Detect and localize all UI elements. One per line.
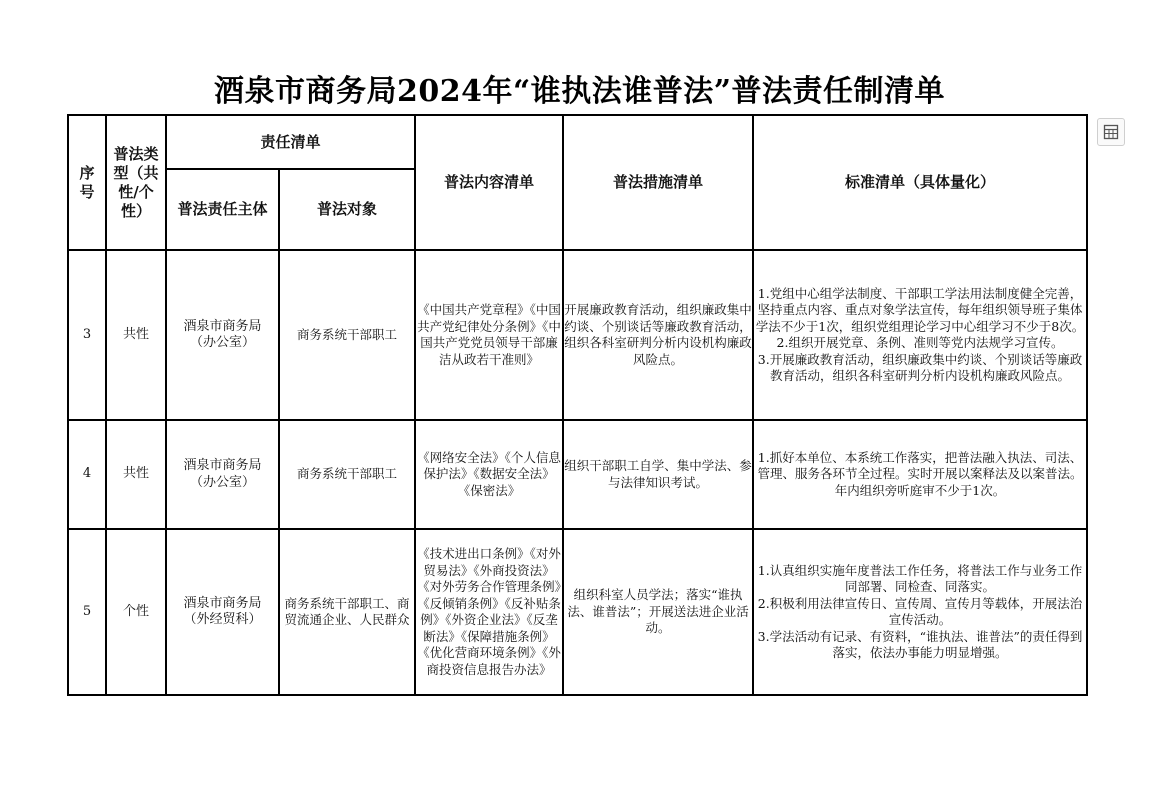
row-measures: 开展廉政教育活动，组织廉政集中约谈、个别谈话等廉政教育活动，组织各科室研判分析内设机构廉政风险点。 <box>563 250 753 420</box>
standard-item: 2.积极利用法律宣传日、宣传周、宣传月等载体，开展法治宣传活动。 <box>757 595 1083 627</box>
standard-item: 1.认真组织实施年度普法工作任务，将普法工作与业务工作同部署、同检查、同落实。 <box>757 562 1083 594</box>
standard-item: 3.学法活动有记录、有资料，“谁执法、谁普法”的责任得到落实，依法办事能力明显增强。 <box>757 628 1083 660</box>
standard-item: 3.开展廉政教育活动，组织廉政集中约谈、个别谈话等廉政教育活动，组织各科室研判分析内设机构廉政风险点。 <box>757 351 1083 383</box>
row-standard <box>753 250 1087 420</box>
table-row <box>68 529 1087 695</box>
row-subject: 酒泉市商务局（办公室） <box>166 420 279 529</box>
table-view-icon[interactable] <box>1097 118 1125 146</box>
table-row <box>68 250 1087 420</box>
header-target: 普法对象 <box>279 169 415 250</box>
row-content: 《网络安全法》《个人信息保护法》《数据安全法》《保密法》 <box>415 420 563 529</box>
header-standard: 标准清单（具体量化） <box>753 115 1087 250</box>
row-measures: 组织干部职工自学、集中学法、参与法律知识考试。 <box>563 420 753 529</box>
header-responsibility: 责任清单 <box>166 115 415 169</box>
row-standard <box>753 420 1087 529</box>
row-seq: 4 <box>68 420 106 529</box>
row-subject: 酒泉市商务局（办公室） <box>166 250 279 420</box>
row-type: 共性 <box>106 250 166 420</box>
document-title: 酒泉市商务局2024年“谁执法谁普法”普法责任制清单 <box>213 74 945 109</box>
header-content: 普法内容清单 <box>415 115 563 250</box>
header-type: 普法类型（共性/个性） <box>106 115 166 250</box>
row-subject: 酒泉市商务局（外经贸科） <box>166 529 279 695</box>
row-target: 商务系统干部职工、商贸流通企业、人民群众 <box>279 529 415 695</box>
standard-item: 2.组织开展党章、条例、准则等党内法规学习宣传。 <box>776 335 1064 350</box>
row-type: 个性 <box>106 529 166 695</box>
row-type: 共性 <box>106 420 166 529</box>
standard-item: 1.抓好本单位、本系统工作落实，把普法融入执法、司法、管理、服务各环节全过程。实时开展以案释法及以案普法。年内组织旁听庭审不少于1次。 <box>757 449 1083 498</box>
grid-icon <box>1103 124 1119 140</box>
responsibility-table <box>67 114 1088 696</box>
row-seq: 5 <box>68 529 106 695</box>
row-target: 商务系统干部职工 <box>279 420 415 529</box>
row-seq: 3 <box>68 250 106 420</box>
header-seq: 序号 <box>68 115 106 250</box>
header-subject: 普法责任主体 <box>166 169 279 250</box>
standard-item: 1.党组中心组学法制度、干部职工学法用法制度健全完善，坚持重点内容、重点对象学法宣传，每年组织领导班子集体学法不少于1次，组织党组理论学习中心组学习不少于8次。 <box>755 285 1085 334</box>
row-content: 《中国共产党章程》《中国共产党纪律处分条例》《中国共产党党员领导干部廉洁从政若干准则》 <box>415 250 563 420</box>
row-standard <box>753 529 1087 695</box>
row-measures: 组织科室人员学法；落实“谁执法、谁普法”；开展送法进企业活动。 <box>563 529 753 695</box>
row-target: 商务系统干部职工 <box>279 250 415 420</box>
header-measures: 普法措施清单 <box>563 115 753 250</box>
table-row <box>68 420 1087 529</box>
row-content: 《技术进出口条例》《对外贸易法》《外商投资法》《对外劳务合作管理条例》《反倾销条例》《反补贴条例》《外资企业法》《反垄断法》《保障措施条例》《优化营商环境条例》《外商投资信息报告办法》 <box>415 529 563 695</box>
